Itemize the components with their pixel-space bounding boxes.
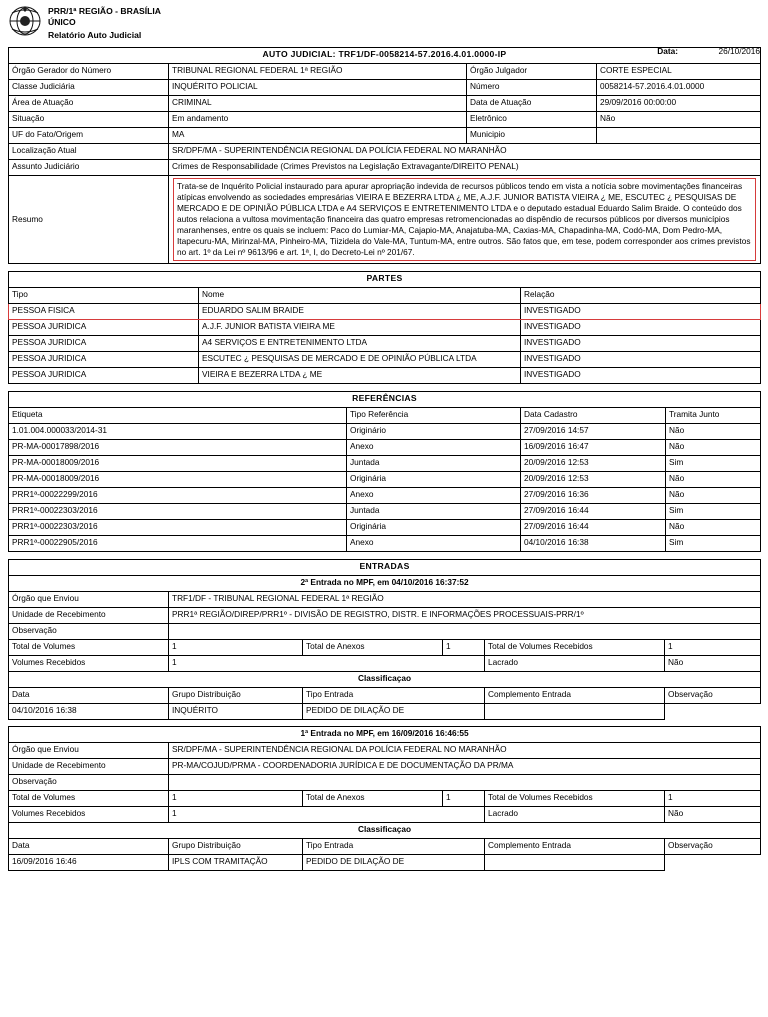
label-classe-judiciaria: Classe Judiciária — [9, 80, 169, 96]
label-resumo: Resumo — [9, 176, 169, 264]
col-grupo-distribuicao: Grupo Distribuição — [169, 688, 303, 704]
entrada-subtitle-row — [9, 727, 761, 743]
label-volumes-recebidos: Volumes Recebidos — [9, 656, 169, 672]
col-tipo-referencia: Tipo Referência — [347, 408, 521, 424]
classificacao-header-row — [9, 688, 761, 704]
col-data: Data — [9, 839, 169, 855]
cell-observacao — [665, 704, 761, 720]
table-row-resumo — [9, 176, 761, 264]
col-tipo: Tipo — [9, 288, 199, 304]
table-row — [9, 320, 761, 336]
label-eletronico: Eletrônico — [467, 112, 597, 128]
partes-table — [8, 271, 761, 384]
table-row — [9, 775, 761, 791]
cell-tramita: Sim — [666, 536, 761, 552]
cell-tipo: Originário — [347, 424, 521, 440]
cell-grupo: IPLS COM TRAMITAÇÃO — [169, 855, 303, 871]
table-row — [9, 160, 761, 176]
table-row — [9, 368, 761, 384]
value-data-atuacao: 29/09/2016 00:00:00 — [597, 96, 761, 112]
value-assunto-judiciario: Crimes de Responsabilidade (Crimes Previstos na Legislação Extravagante/DIREITO PENAL) — [169, 160, 761, 176]
value-orgao-enviou: TRF1/DF - TRIBUNAL REGIONAL FEDERAL 1ª REGIÃO — [169, 592, 761, 608]
cell-tipo: Anexo — [347, 536, 521, 552]
label-uf-fato: UF do Fato/Origem — [9, 128, 169, 144]
label-total-volumes: Total de Volumes — [9, 640, 169, 656]
cell-tipo: PESSOA JURIDICA — [9, 320, 199, 336]
label-numero: Número — [467, 80, 597, 96]
classificacao-title-row — [9, 672, 761, 688]
col-observacao: Observação — [665, 688, 761, 704]
auto-judicial-title-row — [9, 48, 761, 64]
table-row — [9, 64, 761, 80]
table-row — [9, 656, 761, 672]
col-data-cadastro: Data Cadastro — [521, 408, 666, 424]
value-lacrado: Não — [665, 656, 761, 672]
label-unidade-recebimento: Unidade de Recebimento — [9, 608, 169, 624]
table-row — [9, 624, 761, 640]
value-volumes-recebidos: 1 — [169, 656, 485, 672]
cell-tramita: Não — [666, 440, 761, 456]
value-uf-fato: MA — [169, 128, 467, 144]
cell-etiqueta: PR-MA-00017898/2016 — [9, 440, 347, 456]
cell-complemento — [485, 704, 665, 720]
entrada-1-subtitle: 1ª Entrada no MPF, em 16/09/2016 16:46:55 — [9, 727, 761, 743]
label-total-volumes-recebidos: Total de Volumes Recebidos — [485, 640, 665, 656]
label-orgao-julgador: Órgão Julgador — [467, 64, 597, 80]
table-row — [9, 424, 761, 440]
table-row — [9, 144, 761, 160]
org-name: PRR/1ª REGIÃO - BRASÍLIA — [48, 6, 161, 16]
col-tramita-junto: Tramita Junto — [666, 408, 761, 424]
cell-data: 27/09/2016 16:44 — [521, 504, 666, 520]
table-row — [9, 759, 761, 775]
cell-data: 04/10/2016 16:38 — [9, 704, 169, 720]
value-unidade-recebimento: PRR1ª REGIÃO/DIREP/PRR1º - DIVISÃO DE REGISTRO, DISTR. E INFORMAÇÕES PROCESSUAIS-PRR/1º — [169, 608, 761, 624]
republic-crest-icon — [8, 4, 42, 38]
partes-header-row — [9, 288, 761, 304]
col-grupo-distribuicao: Grupo Distribuição — [169, 839, 303, 855]
cell-nome: ESCUTEC ¿ PESQUISAS DE MERCADO E DE OPINIÃO PÚBLICA LTDA — [199, 352, 521, 368]
partes-title: PARTES — [9, 272, 761, 288]
cell-tipo: PESSOA FISICA — [9, 304, 199, 320]
cell-tipo: PESSOA JURIDICA — [9, 368, 199, 384]
cell-tipo: Originária — [347, 520, 521, 536]
label-localizacao-atual: Localização Atual — [9, 144, 169, 160]
label-lacrado: Lacrado — [485, 656, 665, 672]
value-orgao-gerador: TRIBUNAL REGIONAL FEDERAL 1ª REGIÃO — [169, 64, 467, 80]
col-data: Data — [9, 688, 169, 704]
value-area-atuacao: CRIMINAL — [169, 96, 467, 112]
cell-complemento — [485, 855, 665, 871]
cell-nome: A4 SERVIÇOS E ENTRETENIMENTO LTDA — [199, 336, 521, 352]
cell-data: 27/09/2016 16:44 — [521, 520, 666, 536]
cell-tipo: Juntada — [347, 504, 521, 520]
document-header — [0, 0, 768, 41]
table-row — [9, 488, 761, 504]
cell-relacao: INVESTIGADO — [521, 320, 761, 336]
cell-tipo: Originária — [347, 472, 521, 488]
value-total-volumes: 1 — [169, 640, 303, 656]
table-row — [9, 520, 761, 536]
cell-tipo: Juntada — [347, 456, 521, 472]
value-numero: 0058214-57.2016.4.01.0000 — [597, 80, 761, 96]
table-row — [9, 472, 761, 488]
cell-tipo: PESSOA JURIDICA — [9, 336, 199, 352]
value-total-anexos: 1 — [443, 640, 485, 656]
value-orgao-julgador: CORTE ESPECIAL — [597, 64, 761, 80]
label-total-anexos: Total de Anexos — [303, 640, 443, 656]
table-row — [9, 791, 761, 807]
cell-data: 16/09/2016 16:46 — [9, 855, 169, 871]
table-row — [9, 855, 761, 871]
auto-judicial-table — [8, 47, 761, 264]
value-resumo: Trata-se de Inquérito Policial instaurado para apurar apropriação indevida de recursos públicos tendo em vista a notícia sobre movimentações financeiras atípicas envolvendo as sociedades empresárias VIEIRA E BEZERRA LTDA ¿ ME, A.J.F. JUNIOR BATISTA VIEIRA ¿ ME, ESCUTEC ¿ PESQUISAS DE MERCADO E DE OPINIÃO PÚBLICA LTDA e A4 SERVIÇOS E ENTRETENIMENTO LTDA e o deputado estadual Eduardo Salim Braide. O conteúdo dos autos relaciona a vultosa movimentação financeira das quatro empresas retromencionadas ao dispêndio de recursos públicos por diversos municípios maranhenses, entre os quais se incluem: Paco do Lumiar-MA, Cajapio-MA, Anajatuba-MA, Caxias-MA, Chapadinha-MA, Codó-MA, Dom Pedro-MA, Itapecuru-MA, Mirinzal-MA, Pinheiro-MA, Tiizidela do Vale-MA, Tuntum-MA, entre outros. São fatos que, em tese, podem corresponder aos crimes previstos no art. 1º da Lei nº 9613/96 e art. 1ª, I, do Decreto-Lei nº 201/67. — [173, 178, 756, 261]
label-observacao: Observação — [9, 624, 169, 640]
cell-data: 16/09/2016 16:47 — [521, 440, 666, 456]
table-row — [9, 440, 761, 456]
referencias-title: REFERÊNCIAS — [9, 392, 761, 408]
col-observacao: Observação — [665, 839, 761, 855]
cell-tramita: Não — [666, 472, 761, 488]
col-nome: Nome — [199, 288, 521, 304]
table-row — [9, 96, 761, 112]
cell-data: 27/09/2016 16:36 — [521, 488, 666, 504]
cell-relacao: INVESTIGADO — [521, 368, 761, 384]
label-total-volumes: Total de Volumes — [9, 791, 169, 807]
date-label: Data: — [657, 46, 678, 56]
spacer — [9, 720, 761, 727]
cell-tramita: Não — [666, 520, 761, 536]
table-row — [9, 456, 761, 472]
cell-data: 20/09/2016 12:53 — [521, 456, 666, 472]
label-orgao-enviou: Órgão que Enviou — [9, 743, 169, 759]
label-volumes-recebidos: Volumes Recebidos — [9, 807, 169, 823]
date-value: 26/10/2016 — [718, 46, 760, 56]
table-row — [9, 640, 761, 656]
label-total-volumes-recebidos: Total de Volumes Recebidos — [485, 791, 665, 807]
cell-etiqueta: PR-MA-00018009/2016 — [9, 456, 347, 472]
value-observacao — [169, 624, 761, 640]
label-lacrado: Lacrado — [485, 807, 665, 823]
value-situacao: Em andamento — [169, 112, 467, 128]
value-total-volumes: 1 — [169, 791, 303, 807]
value-resumo-cell — [169, 176, 761, 264]
table-row — [9, 80, 761, 96]
cell-relacao: INVESTIGADO — [521, 352, 761, 368]
value-unidade-recebimento: PR-MA/COJUD/PRMA - COORDENADORIA JURÍDICA E DE DOCUMENTAÇÃO DA PR/MA — [169, 759, 761, 775]
value-eletronico: Não — [597, 112, 761, 128]
referencias-title-row — [9, 392, 761, 408]
label-area-atuacao: Área de Atuação — [9, 96, 169, 112]
table-row — [9, 304, 761, 320]
table-row — [9, 112, 761, 128]
label-total-anexos: Total de Anexos — [303, 791, 443, 807]
value-observacao — [169, 775, 761, 791]
classificacao-title: Classificaçao — [9, 672, 761, 688]
table-row — [9, 608, 761, 624]
cell-tipo-entrada: PEDIDO DE DILAÇÃO DE — [303, 704, 485, 720]
table-row — [9, 743, 761, 759]
value-total-volumes-recebidos: 1 — [665, 640, 761, 656]
col-etiqueta: Etiqueta — [9, 408, 347, 424]
entradas-title-row — [9, 560, 761, 576]
cell-observacao — [665, 855, 761, 871]
entrada-2-subtitle: 2ª Entrada no MPF, em 04/10/2016 16:37:52 — [9, 576, 761, 592]
table-row — [9, 592, 761, 608]
cell-tipo: PESSOA JURIDICA — [9, 352, 199, 368]
table-row — [9, 128, 761, 144]
cell-tipo-entrada: PEDIDO DE DILAÇÃO DE — [303, 855, 485, 871]
classificacao-title: Classificaçao — [9, 823, 761, 839]
partes-title-row — [9, 272, 761, 288]
value-lacrado: Não — [665, 807, 761, 823]
col-tipo-entrada: Tipo Entrada — [303, 839, 485, 855]
entradas-title: ENTRADAS — [9, 560, 761, 576]
spacer-row — [9, 720, 761, 727]
label-observacao: Observação — [9, 775, 169, 791]
cell-etiqueta: 1.01.004.000033/2014-31 — [9, 424, 347, 440]
label-municipio: Municipio — [467, 128, 597, 144]
cell-tramita: Não — [666, 488, 761, 504]
value-classe-judiciaria: INQUÉRITO POLICIAL — [169, 80, 467, 96]
value-municipio — [597, 128, 761, 144]
auto-judicial-title: AUTO JUDICIAL: TRF1/DF-0058214-57.2016.4.01.0000-IP — [9, 48, 761, 64]
value-total-anexos: 1 — [443, 791, 485, 807]
cell-tramita: Sim — [666, 456, 761, 472]
label-orgao-gerador: Órgão Gerador do Número — [9, 64, 169, 80]
cell-tramita: Sim — [666, 504, 761, 520]
cell-tipo: Anexo — [347, 440, 521, 456]
table-row — [9, 807, 761, 823]
referencias-header-row — [9, 408, 761, 424]
value-total-volumes-recebidos: 1 — [665, 791, 761, 807]
classificacao-title-row — [9, 823, 761, 839]
label-unidade-recebimento: Unidade de Recebimento — [9, 759, 169, 775]
entrada-subtitle-row — [9, 576, 761, 592]
table-row — [9, 352, 761, 368]
col-complemento-entrada: Complemento Entrada — [485, 688, 665, 704]
table-row — [9, 536, 761, 552]
cell-data: 04/10/2016 16:38 — [521, 536, 666, 552]
value-orgao-enviou: SR/DPF/MA - SUPERINTENDÊNCIA REGIONAL DA POLÍCIA FEDERAL NO MARANHÃO — [169, 743, 761, 759]
table-row — [9, 336, 761, 352]
cell-data: 20/09/2016 12:53 — [521, 472, 666, 488]
label-situacao: Situação — [9, 112, 169, 128]
entradas-table — [8, 559, 761, 871]
cell-data: 27/09/2016 14:57 — [521, 424, 666, 440]
cell-etiqueta: PRR1ª-00022299/2016 — [9, 488, 347, 504]
cell-etiqueta: PR-MA-00018009/2016 — [9, 472, 347, 488]
label-assunto-judiciario: Assunto Judiciário — [9, 160, 169, 176]
col-relacao: Relação — [521, 288, 761, 304]
cell-relacao: INVESTIGADO — [521, 336, 761, 352]
cell-relacao: INVESTIGADO — [521, 304, 761, 320]
cell-nome: EDUARDO SALIM BRAIDE — [199, 304, 521, 320]
value-localizacao-atual: SR/DPF/MA - SUPERINTENDÊNCIA REGIONAL DA POLÍCIA FEDERAL NO MARANHÃO — [169, 144, 761, 160]
org-unit: ÚNICO — [48, 16, 76, 27]
report-title: Relatório Auto Judicial — [48, 30, 142, 41]
referencias-table — [8, 391, 761, 552]
cell-nome: VIEIRA E BEZERRA LTDA ¿ ME — [199, 368, 521, 384]
classificacao-header-row — [9, 839, 761, 855]
cell-tipo: Anexo — [347, 488, 521, 504]
value-volumes-recebidos: 1 — [169, 807, 485, 823]
col-tipo-entrada: Tipo Entrada — [303, 688, 485, 704]
col-complemento-entrada: Complemento Entrada — [485, 839, 665, 855]
table-row — [9, 704, 761, 720]
table-row — [9, 504, 761, 520]
cell-nome: A.J.F. JUNIOR BATISTA VIEIRA ME — [199, 320, 521, 336]
label-orgao-enviou: Órgão que Enviou — [9, 592, 169, 608]
cell-etiqueta: PRR1ª-00022303/2016 — [9, 504, 347, 520]
cell-etiqueta: PRR1ª-00022303/2016 — [9, 520, 347, 536]
cell-tramita: Não — [666, 424, 761, 440]
cell-etiqueta: PRR1ª-00022905/2016 — [9, 536, 347, 552]
label-data-atuacao: Data de Atuação — [467, 96, 597, 112]
cell-grupo: INQUÉRITO — [169, 704, 303, 720]
